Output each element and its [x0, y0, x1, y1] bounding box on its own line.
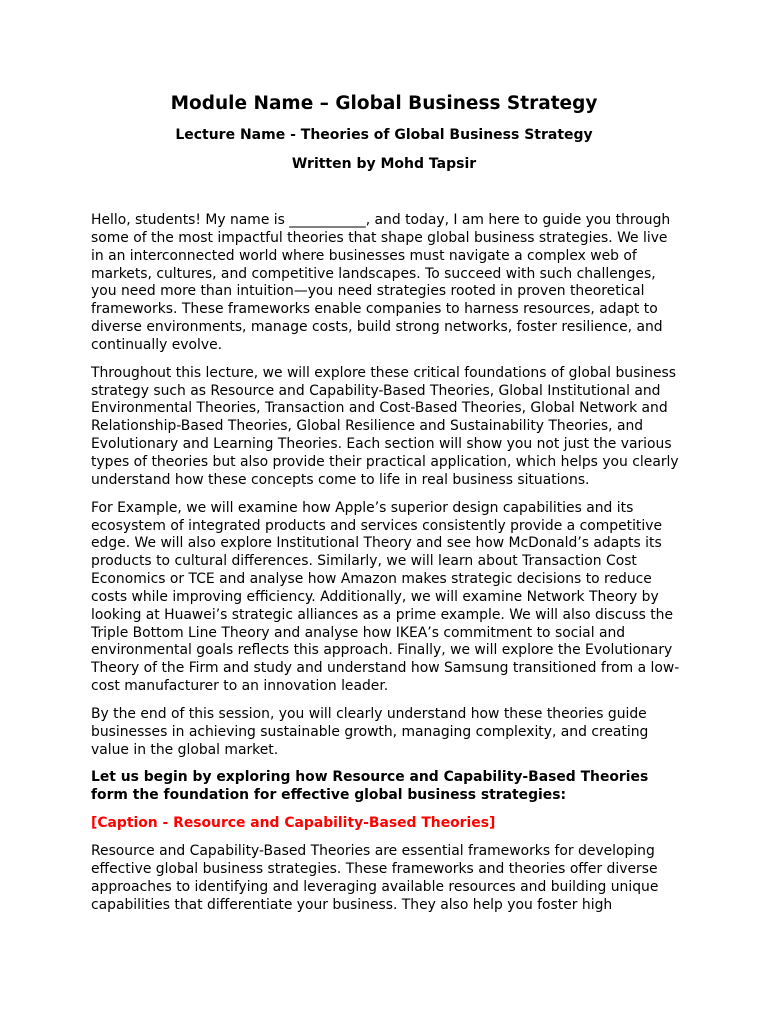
section-lead-in: Let us begin by exploring how Resource and Capability-Based Theories form the foundation for effective global business strategies: — [91, 769, 649, 804]
document-body — [91, 212, 681, 924]
author-line: Written by Mohd Tapsir — [291, 156, 477, 172]
caption-placeholder: [Caption - Resource and Capability-Based Theories] — [91, 815, 496, 832]
lecture-name: Lecture Name - Theories of Global Business Strategy — [175, 127, 593, 143]
paragraph-examples: For Example, we will examine how Apple’s superior design capabilities and its ecosystem of integrated products and services consistently provide a competitive edge. We will also explore Institutional Theory and see how McDonald’s adapts its products to cultural differences. Similarly, we will learn about Transaction Cost Economics or TCE and analyse how Amazon makes strategic decisions to reduce costs while improving efficiency. Additionally, we will examine Network Theory by looking at Huawei’s strategic alliances as a prime example. We will also discuss the Triple Bottom Line Theory and analyse how IKEA’s commitment to social and environmental goals reflects this approach. Finally, we will explore the Evolutionary Theory of the Firm and study and understand how Samsung transitioned from a low-cost manufacturer to an innovation leader. — [91, 499, 680, 695]
paragraph-overview: Throughout this lecture, we will explore these critical foundations of global business strategy such as Resource and Capability-Based Theories, Global Institutional and Environmental Theories, Transaction and Cost-Based Theories, Global Network and Relationship-Based Theories, Global Resilience and Sustainability Theories, and Evolutionary and Learning Theories. Each section will show you not just the various types of theories but also provide their practical application, which helps you clearly understand how these concepts come to life in real business situations. — [91, 364, 679, 488]
paragraph-outcome: By the end of this session, you will clearly understand how these theories guide businesses in achieving sustainable growth, managing complexity, and creating value in the global market. — [91, 705, 649, 758]
paragraph-resource-theories: Resource and Capability-Based Theories are essential frameworks for developing effective global business strategies. These frameworks and theories offer diverse approaches to identifying and leveraging available resources and building unique capabilities that differentiate your business. They also help you foster high — [91, 843, 659, 913]
document-title: Module Name – Global Business Strategy — [170, 93, 598, 114]
paragraph-intro: Hello, students! My name is ___________, and today, I am here to guide you through some of the most impactful theories that shape global business strategies. We live in an interconnected world where businesses must navigate a complex web of markets, cultures, and competitive landscapes. To succeed with such challenges, you need more than intuition—you need strategies rooted in proven theoretical frameworks. These frameworks enable companies to harness resources, adapt to diverse environments, manage costs, build strong networks, foster resilience, and continually evolve. — [91, 212, 671, 353]
